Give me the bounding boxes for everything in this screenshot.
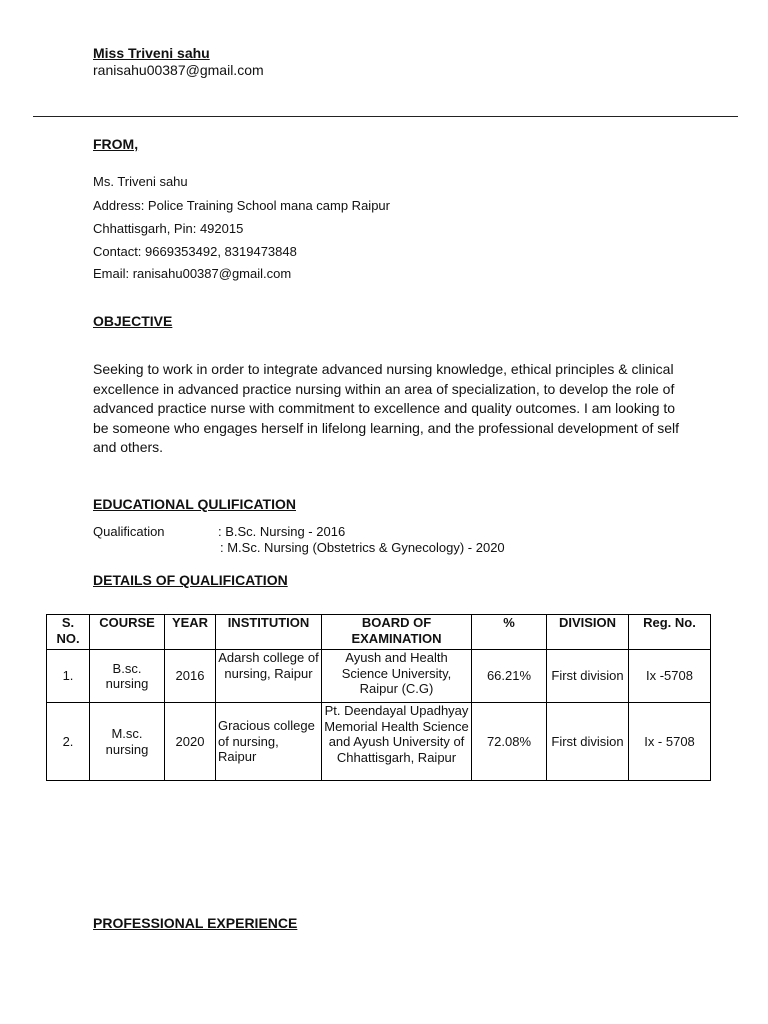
qualification-label: Qualification bbox=[93, 524, 165, 539]
col-division: DIVISION bbox=[547, 615, 629, 650]
objective-text: Seeking to work in order to integrate advanced nursing knowledge, ethical principles & clinical excellence in advanced practice nursing within an area of specialization, to develop the role of advanced practice nurse with commitment to excellence and quality outcomes. I am looking to be someone who engages herself in lifelong learning, and the professional development of self and others. bbox=[93, 361, 680, 455]
cell-course: M.sc. nursing bbox=[90, 703, 165, 781]
education-heading: EDUCATIONAL QULIFICATION bbox=[93, 496, 296, 512]
experience-heading: PROFESSIONAL EXPERIENCE bbox=[93, 915, 298, 931]
applicant-name: Miss Triveni sahu bbox=[93, 45, 210, 61]
cell-board: Ayush and Health Science University, Raipur (C.G) bbox=[322, 650, 472, 703]
from-line-address: Address: Police Training School mana camp Raipur bbox=[93, 198, 390, 213]
from-heading: FROM, bbox=[93, 136, 139, 152]
cell-board: Pt. Deendayal Upadhyay Memorial Health Science and Ayush University of Chhattisgarh, Raipur bbox=[322, 703, 472, 781]
applicant-email: ranisahu00387@gmail.com bbox=[93, 62, 264, 78]
cell-reg: Ix - 5708 bbox=[629, 703, 711, 781]
cell-year: 2020 bbox=[165, 703, 216, 781]
col-board: BOARD OF EXAMINATION bbox=[322, 615, 472, 650]
from-line-email: Email: ranisahu00387@gmail.com bbox=[93, 266, 292, 281]
col-institution: INSTITUTION bbox=[216, 615, 322, 650]
col-year: YEAR bbox=[165, 615, 216, 650]
qualification-values bbox=[218, 524, 505, 556]
table-row bbox=[47, 703, 711, 781]
from-line-name: Ms. Triveni sahu bbox=[93, 174, 188, 189]
details-heading: DETAILS OF QUALIFICATION bbox=[93, 572, 288, 588]
objective-heading: OBJECTIVE bbox=[93, 313, 173, 329]
col-percent: % bbox=[472, 615, 547, 650]
header-divider bbox=[33, 116, 738, 117]
cell-sno: 2. bbox=[47, 703, 90, 781]
qualification-value-bsc: : B.Sc. Nursing - 2016 bbox=[218, 524, 346, 539]
col-course: COURSE bbox=[90, 615, 165, 650]
from-line-contact: Contact: 9669353492, 8319473848 bbox=[93, 244, 297, 259]
qualification-table bbox=[46, 614, 711, 781]
from-line-state-pin: Chhattisgarh, Pin: 492015 bbox=[93, 221, 244, 236]
cell-division: First division bbox=[547, 703, 629, 781]
qualification-value-msc: : M.Sc. Nursing (Obstetrics & Gynecology) - 2020 bbox=[220, 540, 505, 555]
table-header-row bbox=[47, 615, 711, 650]
table-row bbox=[47, 650, 711, 703]
cell-division: First division bbox=[547, 650, 629, 703]
col-reg: Reg. No. bbox=[629, 615, 711, 650]
cell-reg: Ix -5708 bbox=[629, 650, 711, 703]
cell-year: 2016 bbox=[165, 650, 216, 703]
cell-percent: 72.08% bbox=[472, 703, 547, 781]
cell-institution: Adarsh college of nursing, Raipur bbox=[216, 650, 322, 703]
cell-percent: 66.21% bbox=[472, 650, 547, 703]
cell-course: B.sc. nursing bbox=[90, 650, 165, 703]
cell-institution: Gracious college of nursing, Raipur bbox=[216, 703, 322, 781]
col-sno: S. NO. bbox=[47, 615, 90, 650]
cell-sno: 1. bbox=[47, 650, 90, 703]
